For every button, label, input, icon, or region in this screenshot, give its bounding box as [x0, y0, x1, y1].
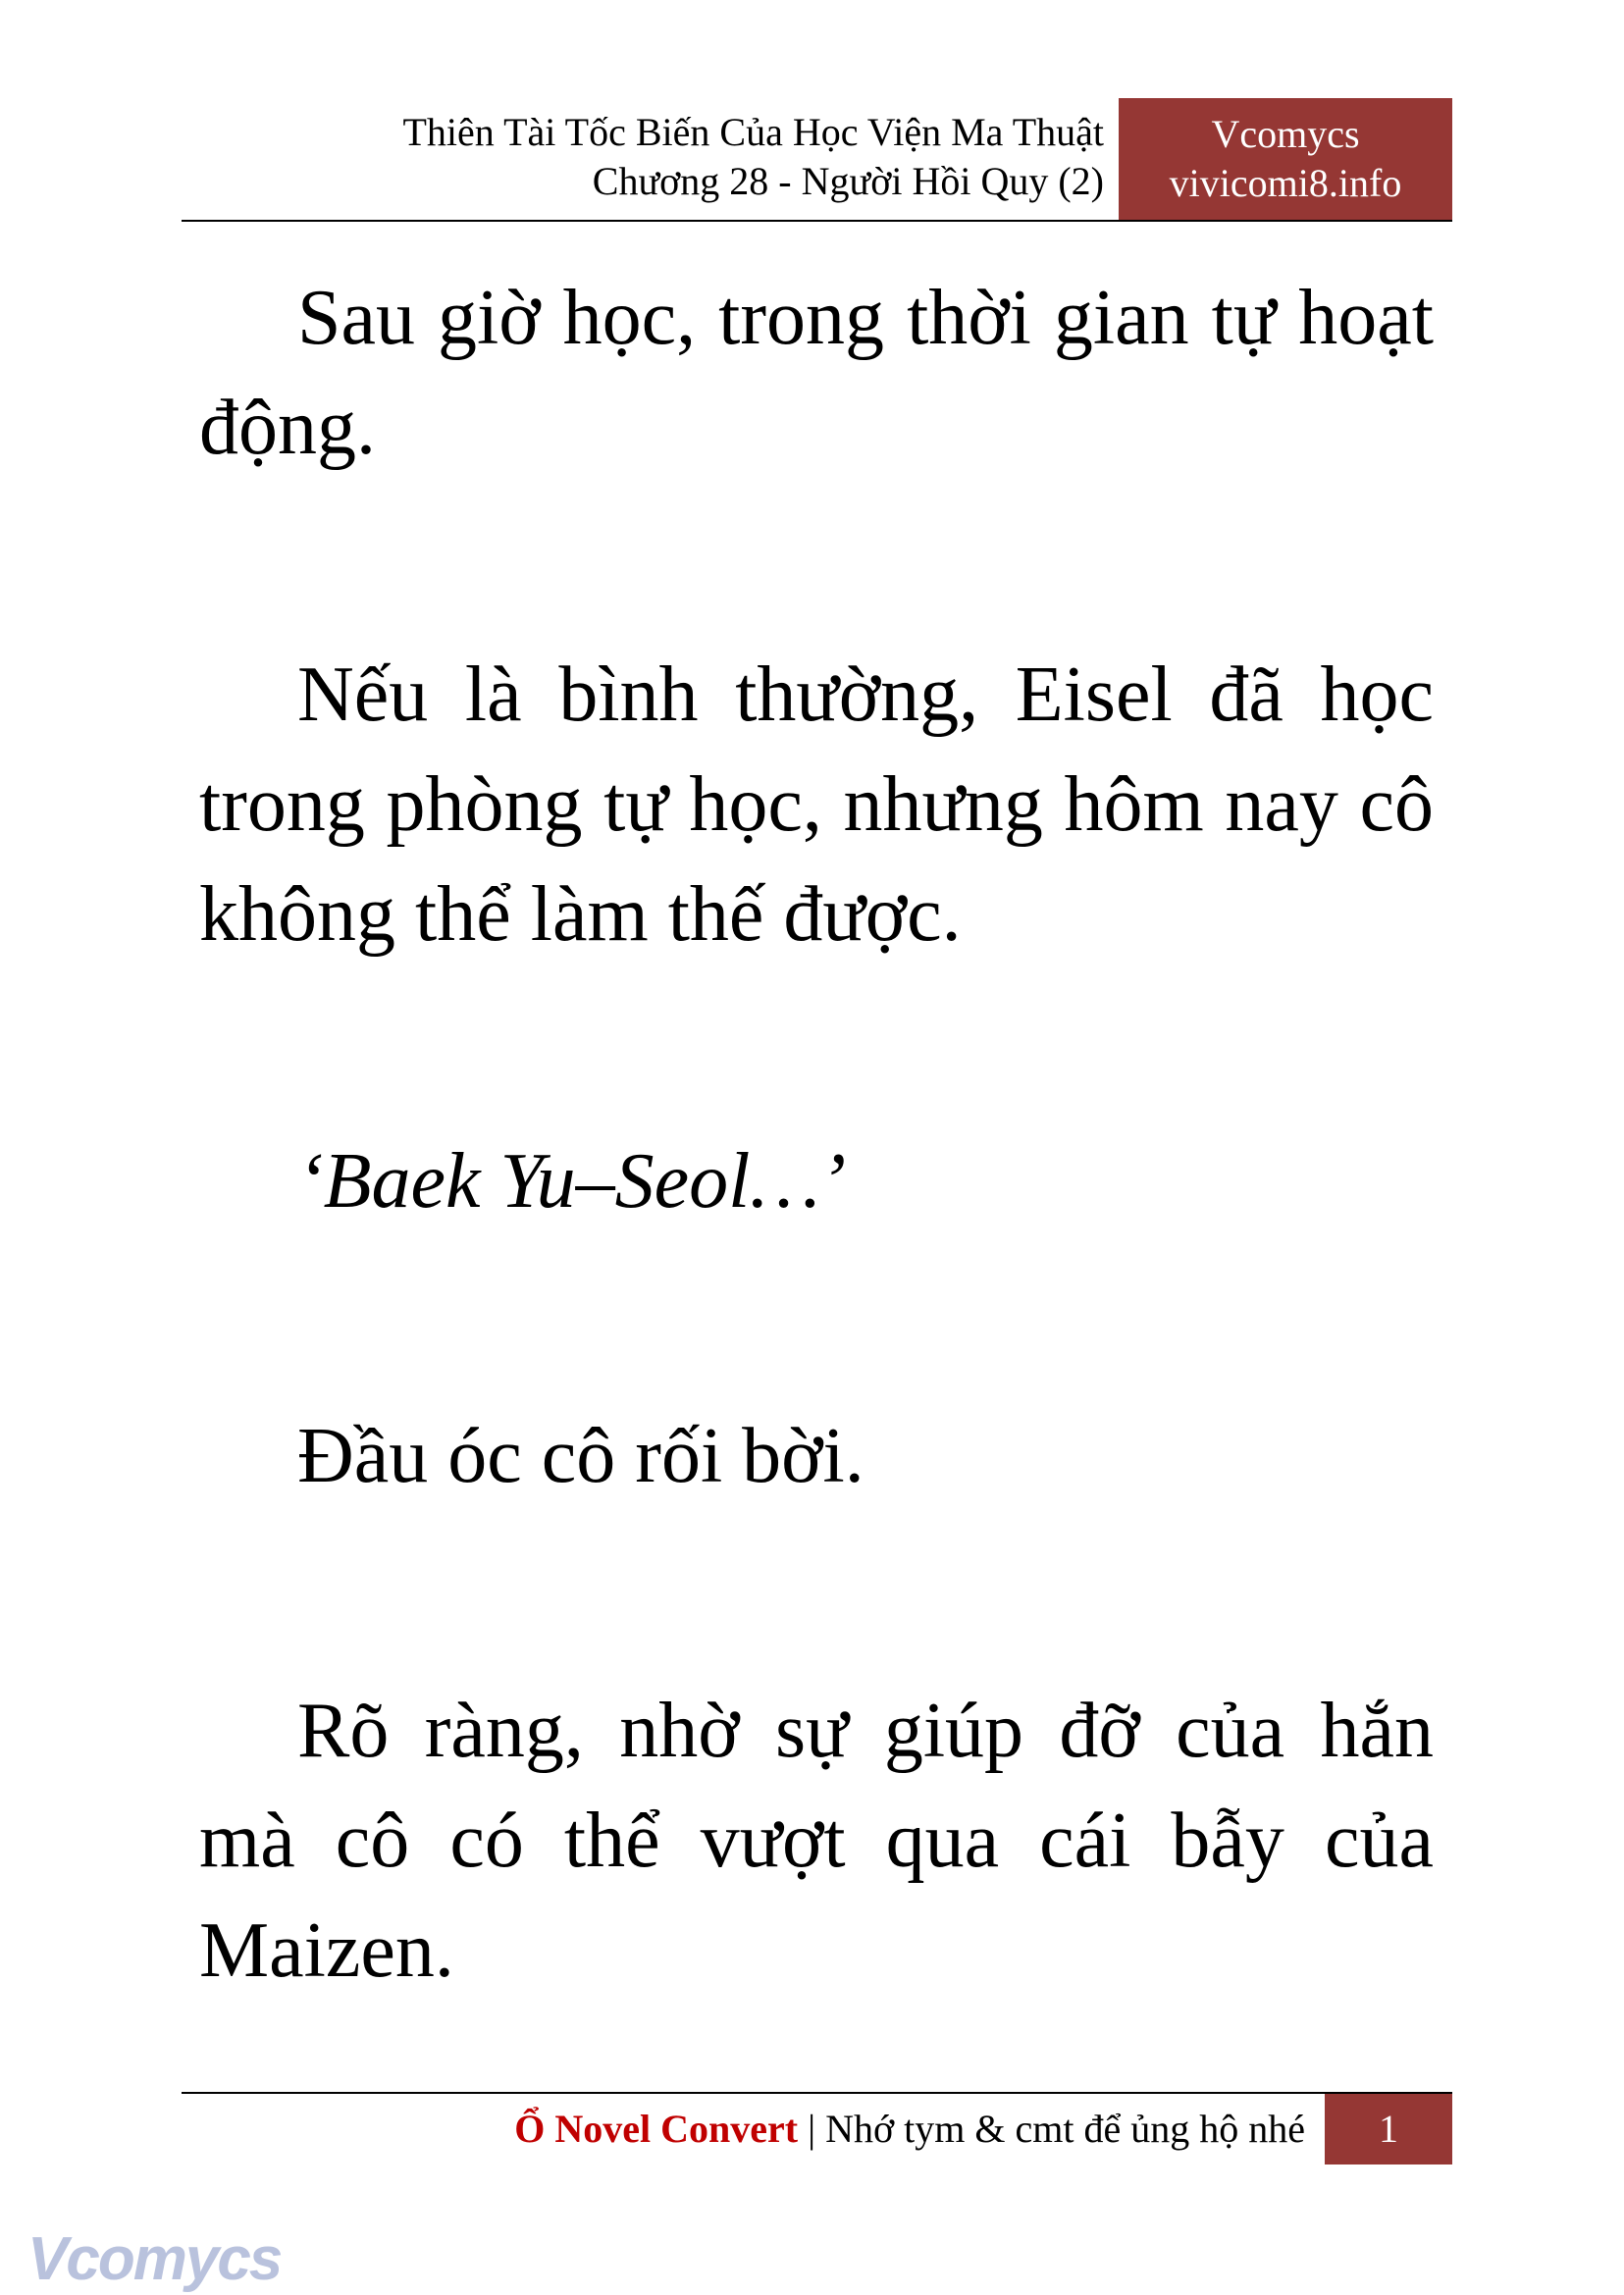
- footer-message: Nhớ tym & cmt để ủng hộ nhé: [825, 2107, 1305, 2151]
- paragraph: Nếu là bình thường, Eisel đã học trong phòng tự học, nhưng hôm nay cô không thể làm thế được.: [199, 652, 1434, 958]
- site-badge: [1119, 98, 1452, 220]
- page-header: [182, 98, 1452, 220]
- paragraph-thought: ‘Baek Yu–Seol…’: [297, 1138, 847, 1225]
- paragraph: Đầu óc cô rối bời.: [297, 1413, 864, 1499]
- paragraph-gap: [199, 969, 1434, 1126]
- footer-separator: |: [798, 2107, 826, 2151]
- page-footer: [182, 2094, 1452, 2165]
- site-name: Vcomycs: [1211, 112, 1360, 156]
- header-titles: [182, 98, 1104, 220]
- paragraph: Rõ ràng, nhờ sự giúp đỡ của hắn mà cô có thể vượt qua cái bẫy của Maizen.: [199, 1688, 1434, 1994]
- site-url[interactable]: vivicomi8.info: [1169, 161, 1402, 205]
- paragraph: Sau giờ học, trong thời gian tự hoạt động.: [199, 275, 1434, 471]
- footer-text: [514, 2094, 1305, 2165]
- page-number: 1: [1325, 2094, 1452, 2165]
- paragraph-gap: [199, 1511, 1434, 1676]
- footer-brand: Ổ Novel Convert: [514, 2107, 799, 2151]
- chapter-content: [199, 263, 1434, 2006]
- header-divider: [182, 220, 1452, 222]
- paragraph-gap: [199, 1236, 1434, 1401]
- book-title: Thiên Tài Tốc Biến Của Học Viện Ma Thuật: [402, 110, 1104, 154]
- chapter-title: Chương 28 - Người Hồi Quy (2): [592, 159, 1104, 203]
- paragraph-gap: [199, 483, 1434, 640]
- watermark-logo: Vcomycs: [27, 2225, 282, 2293]
